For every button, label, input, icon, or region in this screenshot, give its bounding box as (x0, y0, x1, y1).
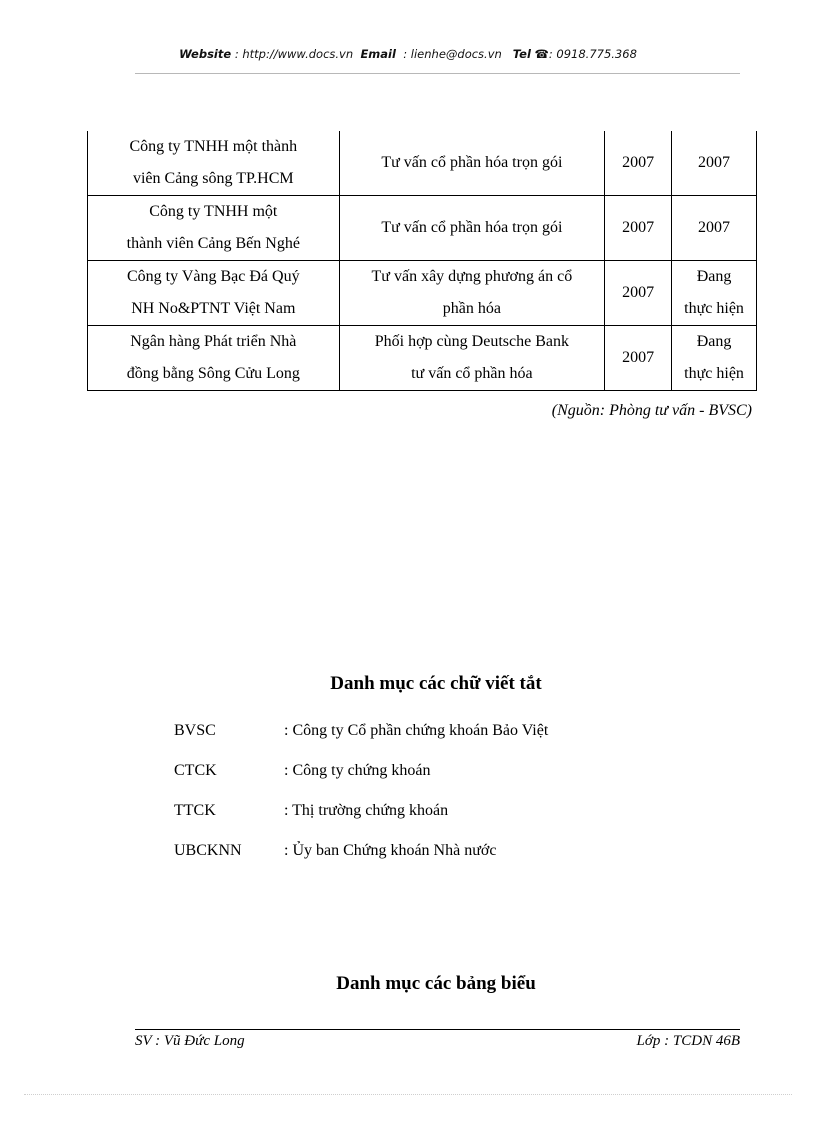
abbreviation-value: : Thị trường chứng khoán (284, 802, 449, 819)
client-cell: Công ty TNHH một thành viên Cảng sông TP.HCM (88, 131, 340, 196)
table-row (88, 196, 757, 261)
abbreviation-list (174, 722, 548, 882)
tel-label: Tel (512, 47, 531, 61)
footer-student: SV : Vũ Đức Long (135, 1033, 245, 1049)
tel-value: : 0918.775.368 (548, 47, 637, 61)
table-row (88, 131, 757, 196)
abbreviations-heading: Danh mục các chữ viết tắt (330, 673, 542, 694)
table-source-note: (Nguồn: Phòng tư vấn - BVSC) (551, 402, 752, 419)
client-cell: Công ty TNHH một thành viên Cảng Bến Nghé (88, 196, 340, 261)
table-row (88, 261, 757, 326)
abbreviation-key: BVSC (174, 722, 216, 739)
start-year-cell: 2007 (605, 196, 672, 261)
tables-list-heading: Danh mục các bảng biểu (336, 973, 536, 994)
client-cell: Công ty Vàng Bạc Đá Quý NH No&PTNT Việt Nam (88, 261, 340, 326)
abbreviation-value: : Ủy ban Chứng khoán Nhà nước (284, 842, 497, 859)
phone-icon: ☎ (534, 47, 549, 61)
list-item (174, 842, 548, 882)
status-cell: Đang thực hiện (672, 261, 757, 326)
service-cell: Tư vấn cổ phần hóa trọn gói (339, 131, 605, 196)
page-header (0, 47, 816, 61)
service-cell: Phối hợp cùng Deutsche Bank tư vấn cổ phần hóa (339, 326, 605, 391)
service-cell: Tư vấn xây dựng phương án cổ phần hóa (339, 261, 605, 326)
email-value[interactable]: : lienhe@docs.vn (403, 47, 502, 61)
abbreviation-value: : Công ty chứng khoán (284, 762, 431, 779)
footer-class: Lớp : TCDN 46B (636, 1033, 740, 1049)
service-cell: Tư vấn cổ phần hóa trọn gói (339, 196, 605, 261)
start-year-cell: 2007 (605, 326, 672, 391)
status-cell: 2007 (672, 196, 757, 261)
abbreviation-key: CTCK (174, 762, 217, 779)
consulting-table (87, 131, 757, 391)
email-label: Email (360, 47, 396, 61)
list-item (174, 802, 548, 842)
table-row (88, 326, 757, 391)
status-cell: Đang thực hiện (672, 326, 757, 391)
abbreviation-key: TTCK (174, 802, 216, 819)
abbreviation-key: UBCKNN (174, 842, 242, 859)
status-cell: 2007 (672, 131, 757, 196)
start-year-cell: 2007 (605, 261, 672, 326)
website-label: Website (179, 47, 232, 61)
list-item (174, 762, 548, 802)
start-year-cell: 2007 (605, 131, 672, 196)
client-cell: Ngân hàng Phát triển Nhà đồng bằng Sông Cửu Long (88, 326, 340, 391)
header-divider (135, 73, 740, 74)
page-edge-divider (24, 1094, 792, 1095)
website-value[interactable]: : http://www.docs.vn (234, 47, 354, 61)
list-item (174, 722, 548, 762)
abbreviation-value: : Công ty Cổ phần chứng khoán Bảo Việt (284, 722, 549, 739)
footer-divider (135, 1029, 740, 1030)
